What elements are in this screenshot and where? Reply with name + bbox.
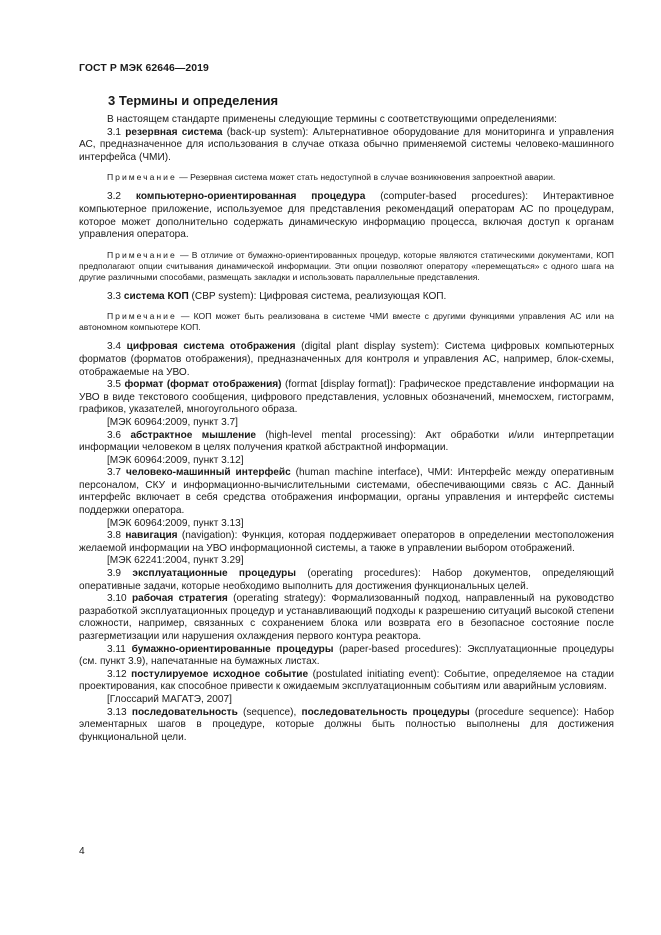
term-definition: (procedure sequence): Набор элементарных шагов в процедуре, которые должны быть полностью выполнены для достижения функциональной цели. (79, 706, 614, 743)
term-3-13 (79, 707, 614, 745)
document-header: ГОСТ Р МЭК 62646—2019 (79, 63, 209, 74)
note-3 (79, 311, 614, 333)
term-number: 3.6 (107, 429, 122, 441)
term-3-11 (79, 644, 614, 669)
term-name: абстрактное мышление (130, 429, 257, 441)
term-number: 3.11 (107, 643, 126, 655)
term-definition: (digital plant display system): Система цифровых компьютерных форматов (форматов отображения), предназначенных для контроля и управления АС, например, блок-схемы, отображаемые на УВО. (79, 341, 615, 378)
document-body (79, 114, 614, 744)
term-name: система КОП (123, 290, 189, 302)
section-title: 3 Термины и определения (108, 93, 279, 108)
term-english: (sequence), (237, 706, 302, 718)
term-name: последовательность (131, 706, 238, 718)
term-name: формат (формат отображения) (124, 379, 282, 391)
term-definition: (human machine interface), ЧМИ: Интерфейс между оперативным персоналом, СКУ и информационно-вычислительными системами, обеспечивающими связь с АС. Данный интерфейс включает в себя средства отображения информации, органы управления и интерфейс системы поддержки оператора. (79, 467, 614, 517)
term-number: 3.9 (107, 568, 122, 580)
term-3-8 (79, 530, 614, 555)
term-reference: [Глоссарий МАГАТЭ, 2007] (107, 693, 232, 705)
term-name: компьютерно-ориентированная процедура (135, 191, 366, 203)
term-number: 3.12 (107, 668, 127, 680)
term-3-12 (79, 669, 614, 694)
term-number: 3.13 (107, 706, 127, 718)
term-number: 3.3 (107, 290, 122, 302)
term-name: резервная система (125, 126, 223, 138)
term-name: навигация (125, 530, 178, 542)
term-3-4 (79, 341, 614, 379)
term-definition: (CBP system): Цифровая система, реализующая КОП. (188, 290, 447, 302)
term-3-6 (79, 430, 614, 455)
term-definition: (format [display format]): Графическое представление информации на УВО в виде текстового сообщения, цифрового представления, условных обозначений, мнемосхем, гистограмм, графиков, указателей, многоугольного образа. (79, 379, 615, 416)
term-reference: [МЭК 60964:2009, пункт 3.12] (107, 454, 244, 466)
term-name: рабочая стратегия (132, 593, 228, 605)
term-name: бумажно-ориентированные процедуры (131, 643, 334, 655)
term-number: 3.1 (107, 126, 122, 138)
term-definition: (operating strategy): Формализованный подход, направленный на руководство разработкой эксплуатационных процедур и устанавливающий подходы к разрешению ситуаций высокой степени сложности, например, связанных с сохранением блока или возврата его в безопасное состояние после разгерметизации или нарушения охлаждения первого контура реактора. (79, 593, 614, 642)
term-number: 3.8 (107, 530, 122, 542)
term-name: цифровая система отображения (126, 341, 296, 353)
term-3-10 (79, 593, 614, 643)
term-number: 3.7 (107, 467, 122, 479)
term-3-5 (79, 379, 614, 417)
term-name: эксплуатационные процедуры (132, 568, 296, 580)
term-name: человеко-машинный интерфейс (125, 467, 291, 479)
note-2 (79, 250, 614, 283)
note-1 (79, 172, 614, 183)
term-definition: (operating procedures): Набор документов, определяющий оперативные задачи, которые необходимо выполнить для достижения функциональных целей. (79, 568, 615, 592)
term-number: 3.5 (107, 379, 122, 391)
term-definition: (computer-based procedures): Интерактивное компьютерное приложение, используемое для представления рекомендаций операторам АС по процедурам, которое может дополнительно содержать динамическую информацию процесса, включая доступ к органам управления оператора. (79, 191, 614, 241)
term-definition: (paper-based procedures): Эксплуатационные процедуры (см. пункт 3.9), напечатанные на бумажных листах. (79, 643, 614, 668)
note-text: — КОП может быть реализована в системе ЧМИ вместе с другими функциями управления АС или на автономном компьютере КОП. (79, 311, 614, 333)
term-definition: (postulated initiating event): Событие, определяемое на стадии проектирования, как способное привести к ожидаемым эксплуатационным событиям или аварийным условиям. (79, 668, 614, 693)
note-label: Примечание (107, 172, 177, 183)
note-label: Примечание (107, 311, 177, 322)
term-definition: (back-up system): Альтернативное оборудование для мониторинга и управления АС, предназначенное для использования в случае отказа обычно применяемой системы человеко-машинного интерфейса (ЧМИ). (79, 126, 614, 163)
note-text: — Резервная система может стать недоступной в случае возникновения запроектной аварии. (176, 172, 556, 183)
term-3-3 (79, 291, 614, 304)
term-3-9 (79, 568, 614, 593)
term-number: 3.4 (107, 341, 122, 353)
note-label: Примечание (107, 249, 177, 260)
term-definition: (high-level mental processing): Акт обработки и/или интерпретации информации человеком в целях получения краткой абстрактной информации. (79, 429, 614, 454)
term-name-alt: последовательность процедуры (301, 706, 470, 718)
term-reference: [МЭК 62241:2004, пункт 3.29] (107, 555, 244, 567)
intro-paragraph: В настоящем стандарте применены следующие термины с соответствующими определениями: (107, 114, 557, 125)
term-reference: [МЭК 60964:2009, пункт 3.13] (107, 517, 244, 529)
term-3-1 (79, 127, 614, 165)
note-text: — В отличие от бумажно-ориентированных процедур, которые являются статическими документами, КОП предполагают опции считывания динамической информации. Эти опции позволяют оператору «перемещаться» с одного шага на другие различными способами, размещать закладки и использовать параллельные представления. (79, 249, 614, 282)
term-reference: [МЭК 60964:2009, пункт 3.7] (107, 416, 238, 428)
term-definition: (navigation): Функция, которая поддерживает операторов в определении местоположения желаемой информации на УВО информационной системы, а также в управлении выбором отображений. (79, 530, 614, 554)
term-3-2 (79, 191, 614, 241)
term-name: постулируемое исходное событие (131, 668, 309, 680)
term-3-7 (79, 467, 614, 517)
page-number: 4 (79, 846, 85, 857)
term-number: 3.10 (107, 593, 127, 605)
term-number: 3.2 (107, 191, 122, 203)
